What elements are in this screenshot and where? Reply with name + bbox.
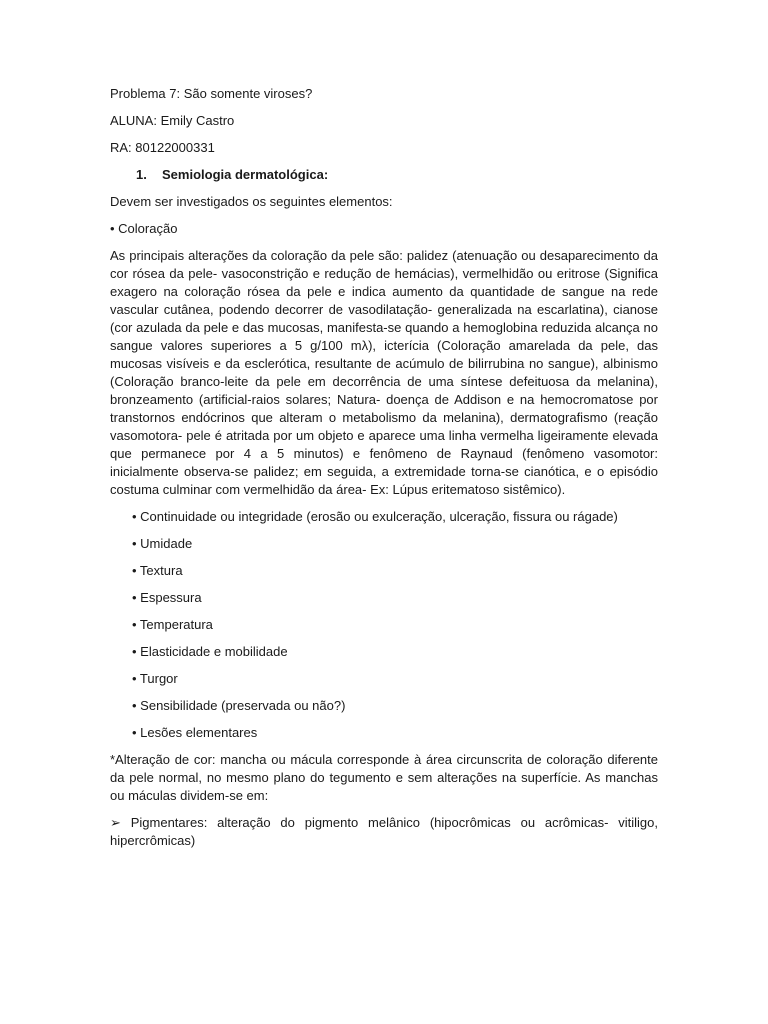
section-title: Semiologia dermatológica: bbox=[162, 167, 329, 182]
pigmentares-paragraph: ➢ Pigmentares: alteração do pigmento melânico (hipocrômicas ou acrômicas- vitiligo, hipercrômicas) bbox=[110, 815, 658, 848]
list-item: • Temperatura bbox=[132, 617, 213, 632]
problem-title: Problema 7: São somente viroses? bbox=[110, 86, 313, 101]
elements-list bbox=[110, 508, 658, 742]
coloracao-paragraph: As principais alterações da coloração da pele são: palidez (atenuação ou desaparecimento da cor rósea da pele- vasoconstrição e redução de hemácias), vermelhidão ou eritrose (Significa exagero na coloração rósea da pele e indica aumento da quantidade de sangue na rede vascular cutânea, podendo decorrer de vasodilatação- generalizada na escarlatina), cianose (cor azulada da pele e das mucosas, manifesta-se quando a hemoglobina reduzida alcança no sangue valores superiores a 5 g/100 mλ), icterícia (Coloração amarelada da pele, das mucosas visíveis e da esclerótica, resultante de acúmulo de bilirrubina no sangue), albinismo (Coloração branco-leite da pele em decorrência de uma síntese defeituosa da melanina), bronzeamento (artificial-raios solares; Natura- doença de Addison e na hemocromatose por transtornos endócrinos que alteram o metabolismo da melanina), dermatografismo (reação vasomotora- pele é atritada por um objeto e aparece uma linha vermelha ligeiramente elevada que permanece por 4 a 5 minutos) e fenômeno de Raynaud (fenômeno vasomotor: inicialmente observa-se palidez; em seguida, a extremidade torna-se cianótica, e o episódio costuma culminar com vermelhidão da área- Ex: Lúpus eritematoso sistêmico). bbox=[110, 248, 658, 497]
bullet-coloracao: • Coloração bbox=[110, 221, 178, 236]
list-item: • Elasticidade e mobilidade bbox=[132, 644, 288, 659]
document-body bbox=[110, 85, 658, 850]
list-item: • Textura bbox=[132, 563, 183, 578]
list-item: • Umidade bbox=[132, 536, 193, 551]
student-name: ALUNA: Emily Castro bbox=[110, 113, 235, 128]
list-item: • Continuidade ou integridade (erosão ou exulceração, ulceração, fissura ou rágade) bbox=[132, 509, 618, 524]
list-item: • Sensibilidade (preservada ou não?) bbox=[132, 698, 346, 713]
alteracao-cor-paragraph: *Alteração de cor: mancha ou mácula corresponde à área circunscrita de coloração diferente da pele normal, no mesmo plano do tegumento e sem alterações na superfície. As manchas ou máculas dividem-se em: bbox=[110, 752, 658, 803]
list-item: • Turgor bbox=[132, 671, 178, 686]
intro-text: Devem ser investigados os seguintes elementos: bbox=[110, 194, 393, 209]
list-item: • Lesões elementares bbox=[132, 725, 258, 740]
section-number: 1. bbox=[136, 167, 147, 182]
section-heading bbox=[136, 166, 658, 184]
student-ra: RA: 80122000331 bbox=[110, 140, 215, 155]
list-item: • Espessura bbox=[132, 590, 202, 605]
